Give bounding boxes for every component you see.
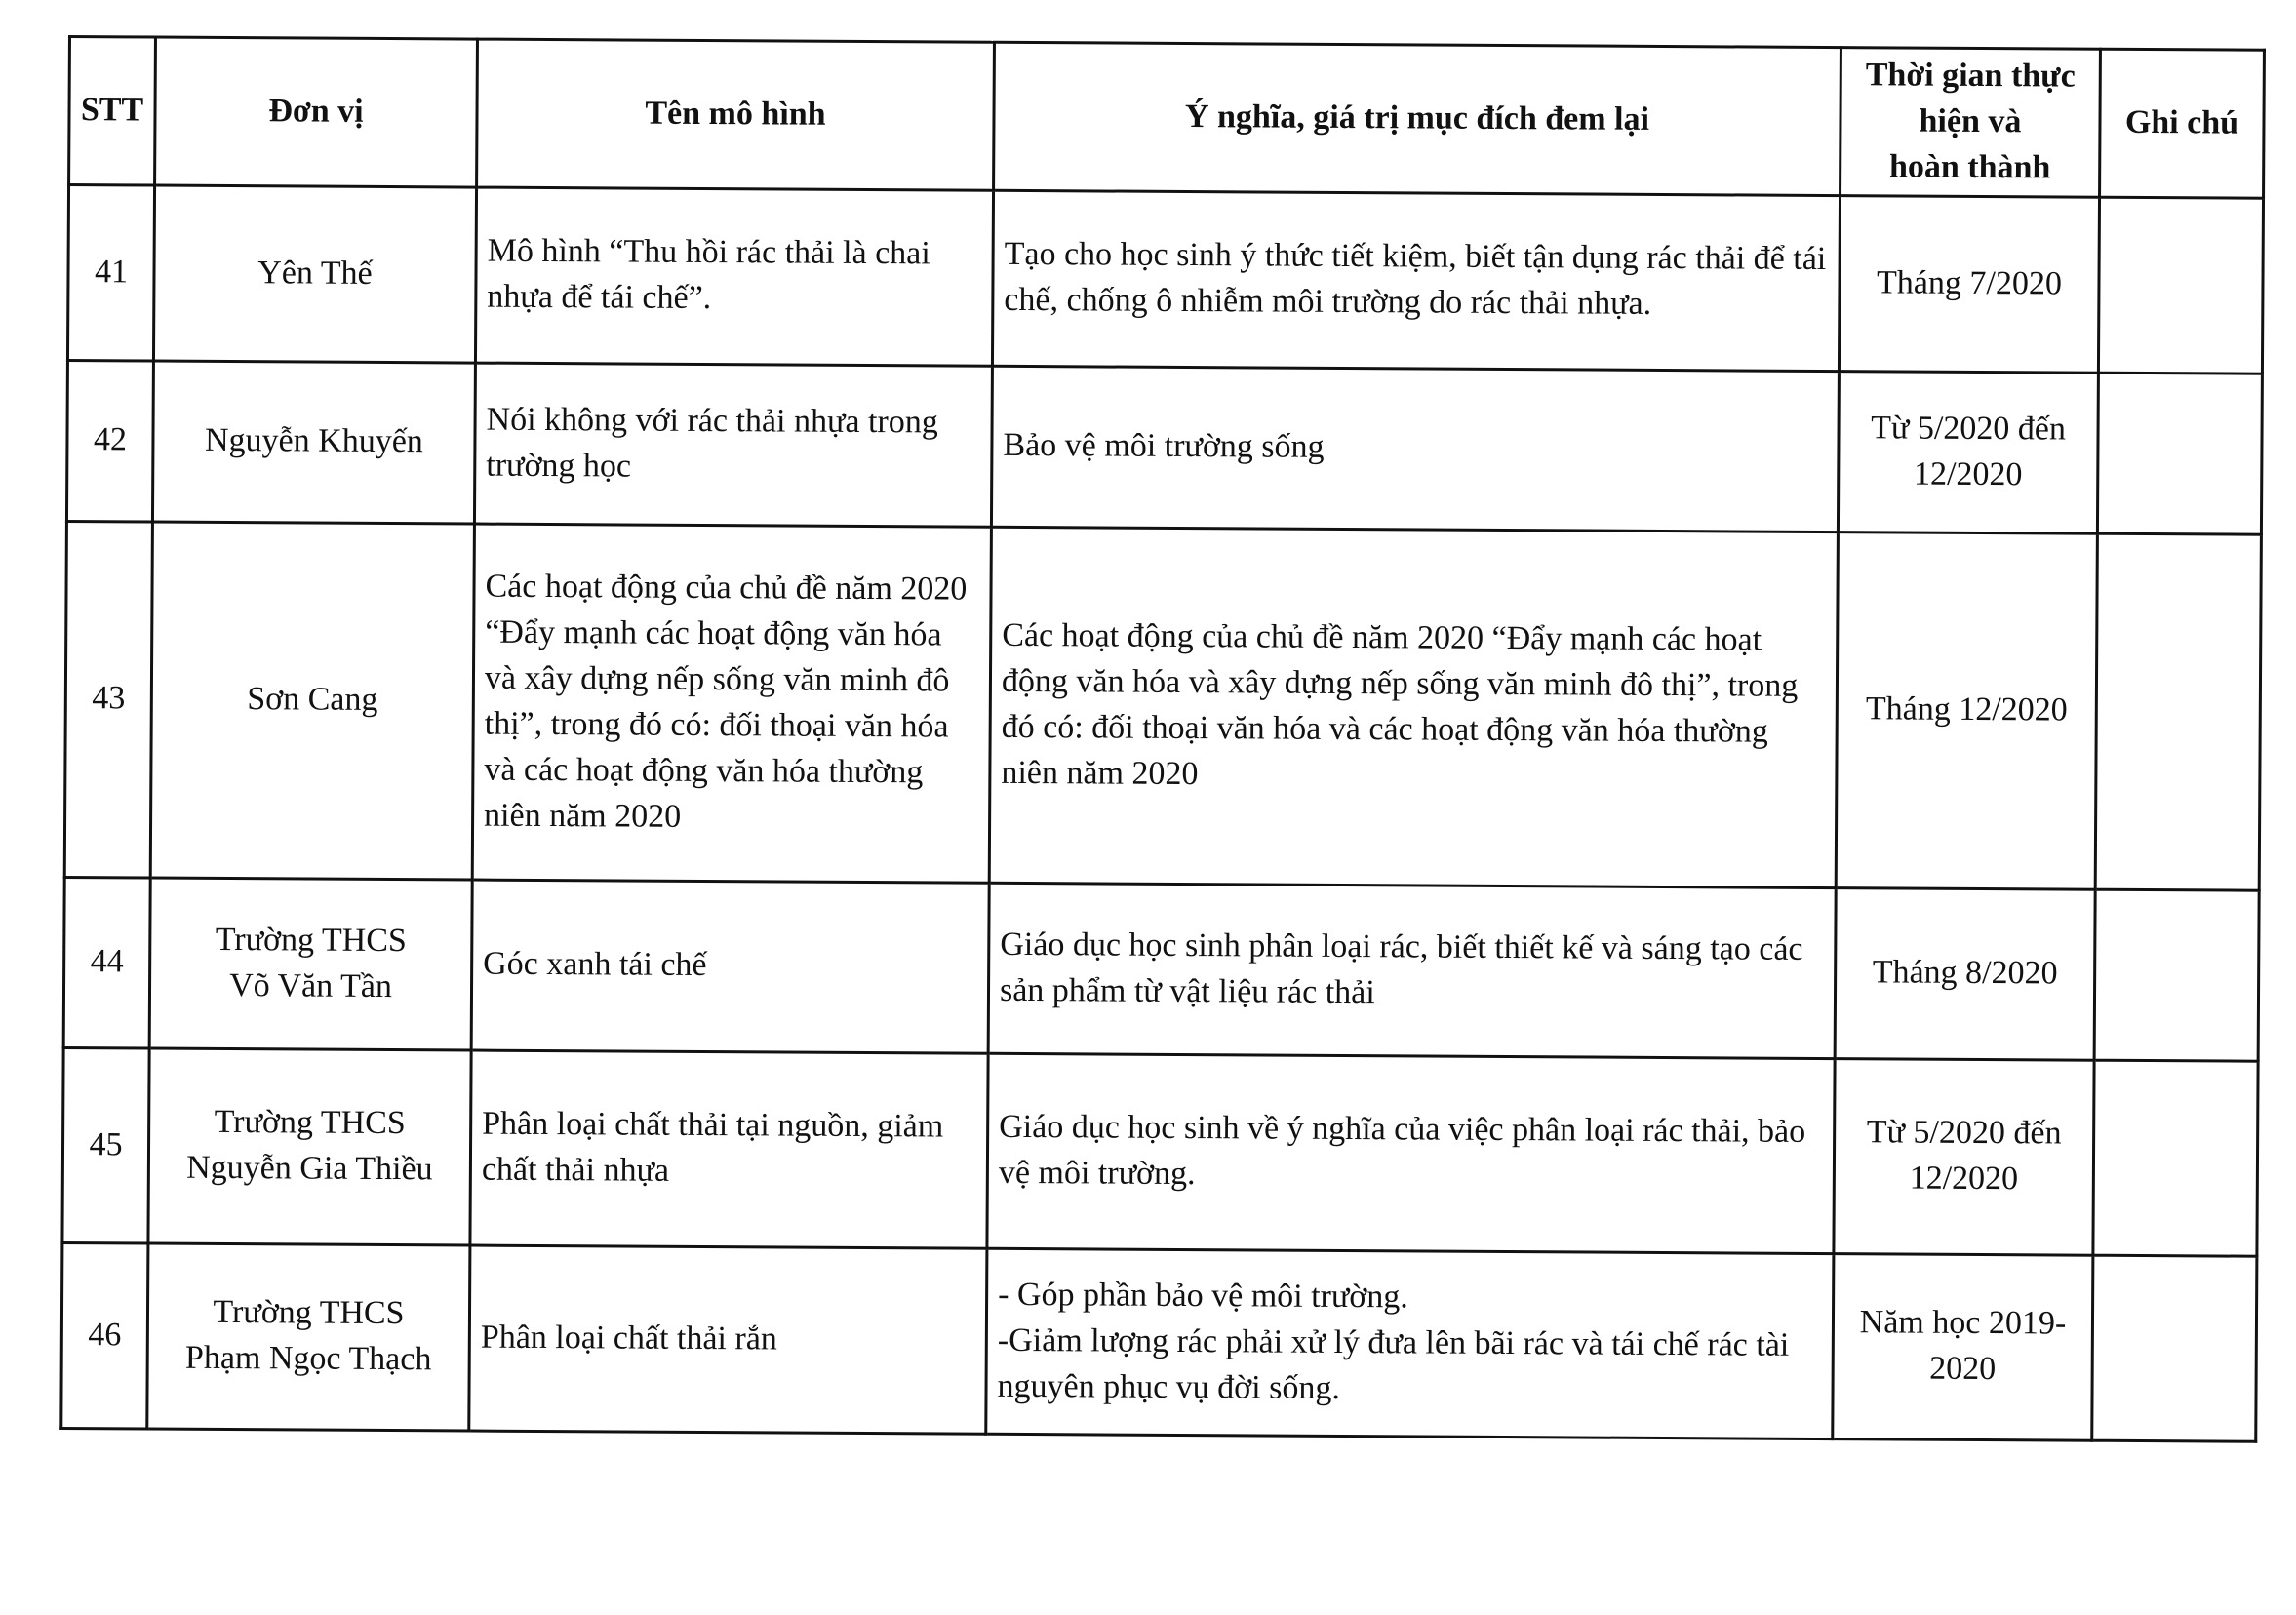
table-row	[64, 521, 2261, 890]
cell-note	[2098, 197, 2263, 374]
table-row	[61, 1242, 2257, 1441]
cell-unit: Sơn Cang	[150, 522, 474, 880]
header-note: Ghi chú	[2100, 49, 2265, 198]
table-row	[66, 360, 2262, 534]
cell-stt: 42	[66, 360, 153, 522]
cell-unit: Trường THCS Nguyễn Gia Thiều	[148, 1048, 471, 1245]
cell-stt: 45	[62, 1047, 149, 1243]
header-meaning: Ý nghĩa, giá trị mục đích đem lại	[994, 42, 1841, 195]
cell-model-name: Các hoạt động của chủ đề năm 2020 “Đẩy mạnh các hoạt động văn hóa và xây dựng nếp sống văn minh đô thị”, trong đó có: đối thoại văn hóa và các hoạt động văn hóa thường niên năm 2020	[472, 524, 991, 883]
cell-meaning: Tạo cho học sinh ý thức tiết kiệm, biết tận dụng rác thải để tái chế, chống ô nhiễm môi trường do rác thải nhựa.	[992, 190, 1840, 371]
header-model-name: Tên mô hình	[477, 39, 995, 190]
cell-stt: 44	[63, 877, 150, 1048]
header-unit: Đơn vị	[155, 37, 478, 187]
cell-time: Từ 5/2020 đến 12/2020	[1838, 371, 2098, 533]
cell-unit: Nguyễn Khuyến	[152, 361, 475, 524]
cell-time: Tháng 8/2020	[1835, 887, 2095, 1060]
cell-model-name: Phân loại chất thải tại nguồn, giảm chất thải nhựa	[470, 1050, 988, 1248]
cell-note	[2097, 373, 2262, 534]
cell-note	[2092, 1255, 2257, 1441]
cell-stt: 43	[64, 521, 152, 878]
cell-model-name: Nói không với rác thải nhựa trong trường học	[474, 363, 992, 527]
cell-unit: Trường THCS Phạm Ngọc Thạch	[147, 1243, 470, 1431]
cell-stt: 46	[61, 1242, 148, 1429]
cell-time: Tháng 12/2020	[1836, 532, 2097, 889]
cell-time: Từ 5/2020 đến 12/2020	[1834, 1058, 2094, 1255]
cell-time: Tháng 7/2020	[1839, 195, 2099, 373]
table-row	[63, 877, 2259, 1061]
cell-unit: Trường THCS Võ Văn Tần	[149, 878, 472, 1050]
cell-meaning: Giáo dục học sinh về ý nghĩa của việc phân loại rác thải, bảo vệ môi trường.	[987, 1053, 1835, 1253]
table-row	[67, 184, 2263, 374]
cell-note	[2093, 1060, 2258, 1256]
cell-meaning: Các hoạt động của chủ đề năm 2020 “Đẩy mạnh các hoạt động văn hóa và xây dựng nếp sống văn minh đô thị”, trong đó có: đối thoại văn hóa và các hoạt động văn hóa thường niên năm 2020	[989, 527, 1838, 887]
header-stt: STT	[69, 37, 156, 185]
cell-meaning: Bảo vệ môi trường sống	[991, 366, 1839, 532]
header-time: Thời gian thực hiện và hoàn thành	[1841, 48, 2101, 197]
table-row	[62, 1047, 2258, 1256]
cell-meaning: - Góp phần bảo vệ môi trường. -Giảm lượng rác phải xử lý đưa lên bãi rác và tái chế rác tài nguyên phục vụ đời sống.	[986, 1248, 1834, 1438]
cell-unit: Yên Thế	[153, 185, 476, 363]
cell-model-name: Góc xanh tái chế	[471, 880, 989, 1053]
cell-meaning: Giáo dục học sinh phân loại rác, biết thiết kế và sáng tạo các sản phẩm từ vật liệu rác thải	[988, 883, 1836, 1058]
models-table	[59, 35, 2266, 1442]
cell-note	[2095, 533, 2261, 890]
cell-model-name: Phân loại chất thải rắn	[469, 1245, 987, 1434]
cell-note	[2094, 889, 2259, 1061]
cell-stt: 41	[67, 184, 154, 361]
cell-time: Năm học 2019- 2020	[1833, 1253, 2093, 1440]
cell-model-name: Mô hình “Thu hồi rác thải là chai nhựa để tái chế”.	[475, 187, 993, 366]
header-row	[69, 37, 2265, 198]
